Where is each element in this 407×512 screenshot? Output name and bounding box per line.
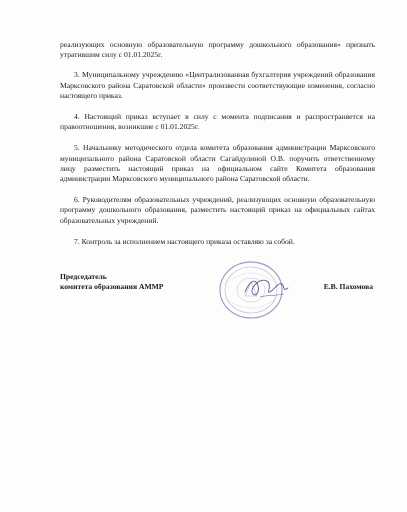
paragraph-5: 5. Начальнику методического отдела комитета образования администрации Марксовского муниципального района Саратовской области Сагайдулиной О.В. поручить ответственному лицу разместить настоящий приказ на официальном сайте Комитета образования администрации Марксовского муниципального района Саратовской области. — [60, 143, 375, 184]
document-body — [60, 40, 375, 258]
paragraph-4: 4. Настоящий приказ вступает в силу с момента подписания и распространяется на правоотношения, возникшие с 01.01.2025г. — [60, 112, 375, 132]
position-line-1: Председатель — [60, 272, 107, 281]
signatory-name: Е.В. Пахомова — [323, 282, 373, 291]
paragraph-3: 3. Муниципальному учреждению «Централизованная бухгалтерия учреждений образования Марксовского района Саратовской области» произвести соответствующие изменения, согласно настоящего приказ. — [60, 70, 375, 100]
signatory-position — [60, 272, 163, 292]
position-line-2: комитета образования АММР — [60, 282, 164, 291]
handwritten-signature-icon — [242, 270, 292, 304]
paragraph-6: 6. Руководителям образовательных учреждений, реализующих основную образовательную программу дошкольного образования, разместить настоящий приказ на официальных сайтах образовательных учреждений. — [60, 195, 375, 225]
paragraph-continuation: реализующих основную образовательную программу дошкольного образования» признать утратившим силу с 01.01.2025г. — [60, 40, 375, 60]
paragraph-7: 7. Контроль за исполнением настоящего приказа оставляю за собой. — [74, 236, 295, 246]
